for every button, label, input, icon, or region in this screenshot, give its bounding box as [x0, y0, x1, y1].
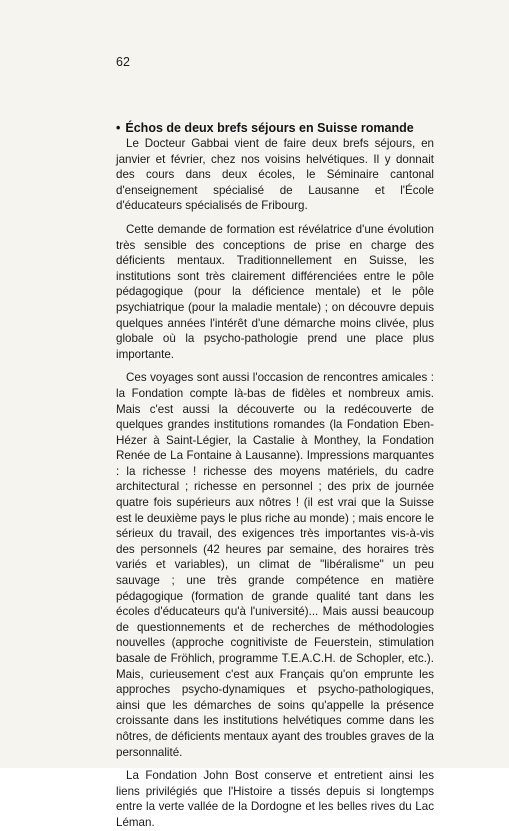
section-heading	[116, 119, 432, 137]
section-title: Échos de deux brefs séjours en Suisse romande	[125, 121, 414, 135]
paragraph-intro: Le Docteur Gabbai vient de faire deux brefs séjours, en janvier et février, chez nos voisins helvétiques. Il y donnait des cours dans deux écoles, le Séminaire cantonal d'enseignement spécialisé de Lausanne et l'École d'éducateurs spécialisés de Fribourg.	[116, 137, 434, 213]
heading-bullet: •	[116, 121, 121, 135]
page-number: 62	[116, 55, 130, 69]
paragraph-conclusion: La Fondation John Bost conserve et entretient ainsi les liens privilégiés que l'Histoire a tissés depuis si longtemps entre la verte vallée de la Dordogne et les belles rives du Lac Léman.	[116, 769, 434, 829]
paragraph-visits: Ces voyages sont aussi l'occasion de rencontres amicales : la Fondation compte là-bas de fidèles et nombreux amis. Mais c'est aussi la découverte ou la redécouverte de quelques grandes institutions romandes (la Fondation Eben-Hézer à Saint-Légier, la Castalie à Monthey, la Fondation Renée de La Fontaine à Lausanne). Impressions marquantes : la richesse ! richesse des moyens matériels, du cadre architectural ; richesse en personnel ; des prix de journée quatre fois supérieurs aux nôtres ! (il est vrai que la Suisse est le deuxième pays le plus riche au monde) ; mais encore le sérieux du travail, des exigences très importantes vis-à-vis des personnels (42 heures par semaine, des horaires très variés et variables), un climat de "libéralisme" un peu sauvage ; une très grande compétence en matière pédagogique (formation de grande qualité tant dans les écoles d'éducateurs qu'à l'université)... Mais aussi beaucoup de questionnements et de recherches de méthodologies nouvelles (approche cognitiviste de Feuerstein, stimulation basale de Fröhlich, programme T.E.A.C.H. de Schopler, etc.). Mais, curieusement c'est aux Français qu'on emprunte les approches psycho-dynamiques et psycho-pathologiques, ainsi que les démarches de soins qu'appelle la présence croissante dans les institutions helvétiques comme dans les nôtres, de déficients mentaux ayant des troubles graves de la personnalité.	[116, 371, 434, 759]
paragraph-training-demand: Cette demande de formation est révélatrice d'une évolution très sensible des conceptions de prise en charge des déficients mentaux. Traditionnellement en Suisse, les institutions sont très clairement différenciées entre le pôle pédagogique (pour la déficience mentale) et le pôle psychiatrique (pour la maladie mentale) ; on découvre depuis quelques années l'intérêt d'une démarche moins clivée, plus globale où la psycho-pathologie prend une place plus importante.	[116, 222, 434, 361]
article-body	[116, 136, 434, 831]
